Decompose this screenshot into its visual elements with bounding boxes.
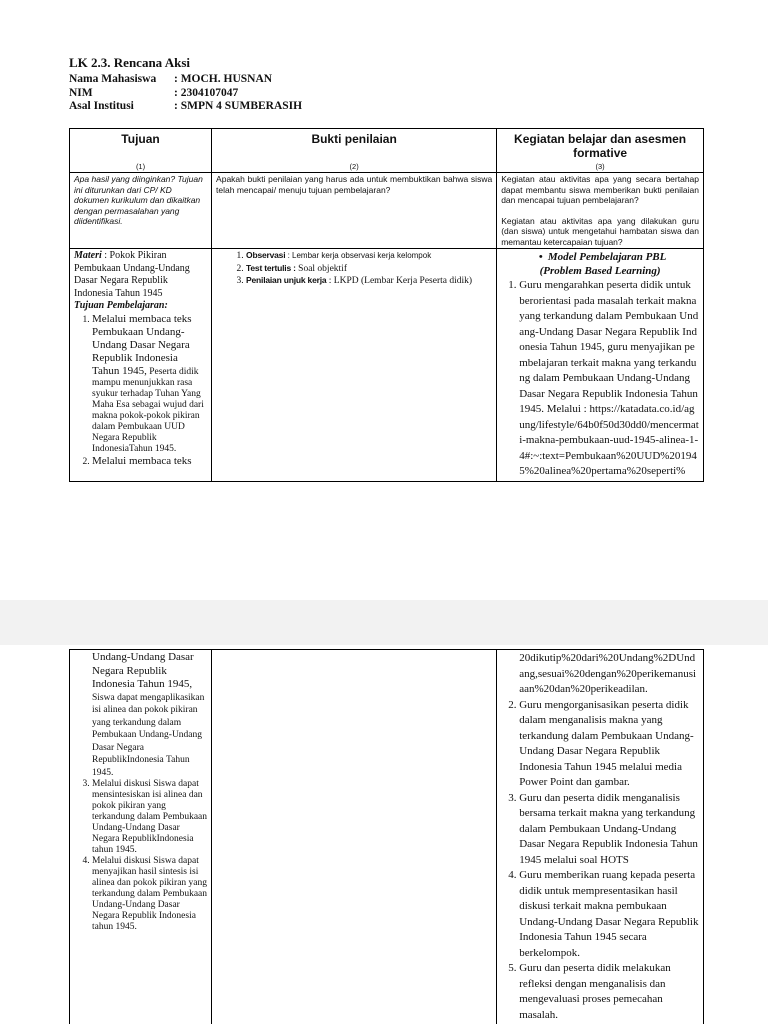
- step-item: 1. Guru mengarahkan peserta didik untuk berorientasi pada masalah terkait makna yang terkandung dalam Pembukaan Undang-Undang Dasar Negara Republik Indonesia Tahun 1945, guru menyajikan pembelajaran terkait makna yang terkandung dalam Pembukaan Undang-Undang Dasar Negara Republik Indonesia Tahun 1945. Melalui : https://katadata.co.id/agung/lifestyle/64b0f50d30dd0/mencermati-makna-pembukaan-uud-1945-alinea-1-4#:~:text=Pembukaan%20UUD%201945%20alinea%20pertama%20seperti%: [519, 278, 699, 480]
- evidence-text: : Lembar kerja observasi kerja kelompok: [285, 251, 432, 260]
- action-plan-table-continued: [69, 649, 704, 1024]
- header-kegiatan: Kegiatan belajar dan asesmen formative: [497, 129, 704, 162]
- evidence-item: [246, 275, 492, 288]
- column-number-row: [70, 161, 704, 173]
- goal-item: [92, 455, 207, 468]
- evidence-label: Test tertulis :: [246, 262, 296, 273]
- document-page-2: [0, 645, 768, 1024]
- bukti-cell-continued: [212, 650, 497, 1024]
- bukti-cell: [212, 249, 497, 482]
- step-item: 2. Guru mengorganisasikan peserta didik dalam menganalisis makna yang terkandung dalam Pembukaan Undang-Undang Dasar Negara Republik Indonesia Tahun 1945 melalui media Power Point dan gambar.: [519, 698, 699, 791]
- materi-line: [74, 250, 207, 300]
- evidence-item: [246, 263, 492, 276]
- steps-list: [501, 278, 699, 480]
- column-number: (3): [497, 161, 704, 173]
- evidence-text: : LKPD (Lembar Kerja Peserta didik): [326, 276, 473, 286]
- info-value: : SMPN 4 SUMBERASIH: [174, 100, 303, 112]
- goals-list: [74, 313, 207, 468]
- header-row: [70, 129, 704, 162]
- content-row-continued: [70, 650, 704, 1024]
- description-tujuan: Apa hasil yang diinginkan? Tujuan ini diturunkan dari CP/ KD dokumen kurikulum dan dikaitkan dengan permasalahan yang diidentifikasi.: [70, 173, 212, 249]
- model-title-text: Model Pembelajaran PBL: [547, 251, 667, 263]
- step-item: 4. Guru memberikan ruang kepada peserta didik untuk mempresentasikan hasil diskusi terkait makna pembukaan Undang-Undang Dasar Negara Republik Indonesia Tahun 1945 secara berkelompok.: [519, 868, 699, 961]
- description-bukti: Apakah bukti penilaian yang harus ada untuk membuktikan bahwa siswa telah mencapai/ menuju tujuan pembelajaran?: [212, 173, 497, 249]
- goal-lead: Melalui membaca teks Pembukaan Undang-Undang Dasar Negara Republik Indonesia Tahun 1945,: [92, 312, 192, 377]
- evidence-text: Soal objektif: [295, 263, 347, 274]
- evidence-list: [216, 250, 492, 288]
- kegiatan-cell: [497, 249, 704, 482]
- evidence-label: Penilaian unjuk kerja: [246, 275, 327, 285]
- info-row-institution: [69, 100, 302, 114]
- column-number: (1): [70, 161, 212, 173]
- document-header: [69, 55, 302, 114]
- info-value: : 2304107047: [174, 86, 239, 99]
- action-plan-table: [69, 128, 704, 482]
- header-bukti-penilaian: Bukti penilaian: [212, 129, 497, 162]
- tujuan-cell: [70, 249, 212, 482]
- model-subtitle: (Problem Based Learning): [539, 265, 661, 277]
- goal-continuation: [74, 651, 207, 779]
- goal-continuation-lead: Undang-Undang Dasar Negara Republik Indonesia Tahun 1945,: [92, 651, 194, 690]
- materi-text: : Pokok Pikiran Pembukaan Undang-Undang Dasar Negara Republik Indonesia Tahun 1945: [74, 250, 190, 299]
- description-row: [70, 173, 704, 249]
- evidence-item: [246, 250, 492, 263]
- goal-continuation-rest: Siswa dapat mengaplikasikan isi alinea dan pokok pikiran yang terkandung dalam Pembukaan Undang-Undang Dasar Negara RepublikIndonesia Tahun 1945.: [92, 692, 205, 778]
- info-value: : MOCH. HUSNAN: [174, 73, 273, 85]
- document-title: LK 2.3. Rencana Aksi: [69, 55, 190, 70]
- description-kegiatan-part2: Kegiatan atau aktivitas apa yang dilakukan guru (dan siswa) untuk mengetahui hambatan siswa dan memantau ketercapaian tujuan?: [501, 215, 699, 247]
- column-number: (2): [212, 161, 497, 173]
- goal-item: [92, 313, 207, 455]
- step-item: 3. Guru dan peserta didik menganalisis bersama terkait makna yang terkandung dalam Pembukaan Undang-Undang Dasar Negara Republik Indonesia Tahun 1945 melalui soal HOTS: [519, 791, 699, 869]
- goal-item: 4. Melalui diskusi Siswa dapat menyajikan hasil sintesis isi alinea dan pokok pikiran yang terkandung dalam Pembukaan Undang-Undang Dasar Negara Republik Indonesia tahun 1945.: [92, 856, 207, 933]
- info-label: NIM: [69, 86, 93, 99]
- header-tujuan: Tujuan: [70, 129, 212, 162]
- content-row: [70, 249, 704, 482]
- goals-list-continued: [74, 779, 207, 933]
- bullet-icon: •: [538, 251, 543, 263]
- step-continuation: 20dikutip%20dari%20Undang%2DUndang,sesuai%20dengan%20perikemanusiaan%20dan%20perikeadilan.: [519, 652, 697, 695]
- kegiatan-cell-continued: [497, 650, 704, 1024]
- info-label: Asal Institusi: [69, 100, 134, 112]
- materi-label: Materi: [74, 250, 102, 261]
- tujuan-cell-continued: [70, 650, 212, 1024]
- evidence-label: Observasi: [246, 250, 286, 260]
- info-row-name: [69, 73, 302, 87]
- goal-lead: Melalui membaca teks: [92, 454, 192, 467]
- tujuan-pembelajaran-label: Tujuan Pembelajaran:: [74, 300, 168, 311]
- steps-list-continued: [501, 698, 699, 1024]
- description-kegiatan: [497, 173, 704, 249]
- goal-rest: Peserta didik mampu menunjukkan rasa syukur terhadap Tuhan Yang Maha Esa sebagai wujud dari makna pokok-pokok pikiran dalam Pembukaan UUD Negara Republik IndonesiaTahun 1945.: [92, 366, 204, 454]
- info-row-nim: [69, 87, 302, 101]
- model-title: [501, 250, 699, 264]
- info-label: Nama Mahasiswa: [69, 73, 157, 85]
- goal-item: 3. Melalui diskusi Siswa dapat mensintesiskan isi alinea dan pokok pikiran yang terkandung dalam Pembukaan Undang-Undang Dasar Negara RepublikIndonesia tahun 1945.: [92, 779, 207, 856]
- description-kegiatan-part1: Kegiatan atau aktivitas apa yang secara bertahap dapat membantu siswa memberikan bukti penilaian dan mencapai tujuan pembelajaran?: [501, 174, 699, 205]
- step-item: 5. Guru dan peserta didik melakukan refleksi dengan menganalisis dan mengevaluasi proses pemecahan masalah.: [519, 961, 699, 1023]
